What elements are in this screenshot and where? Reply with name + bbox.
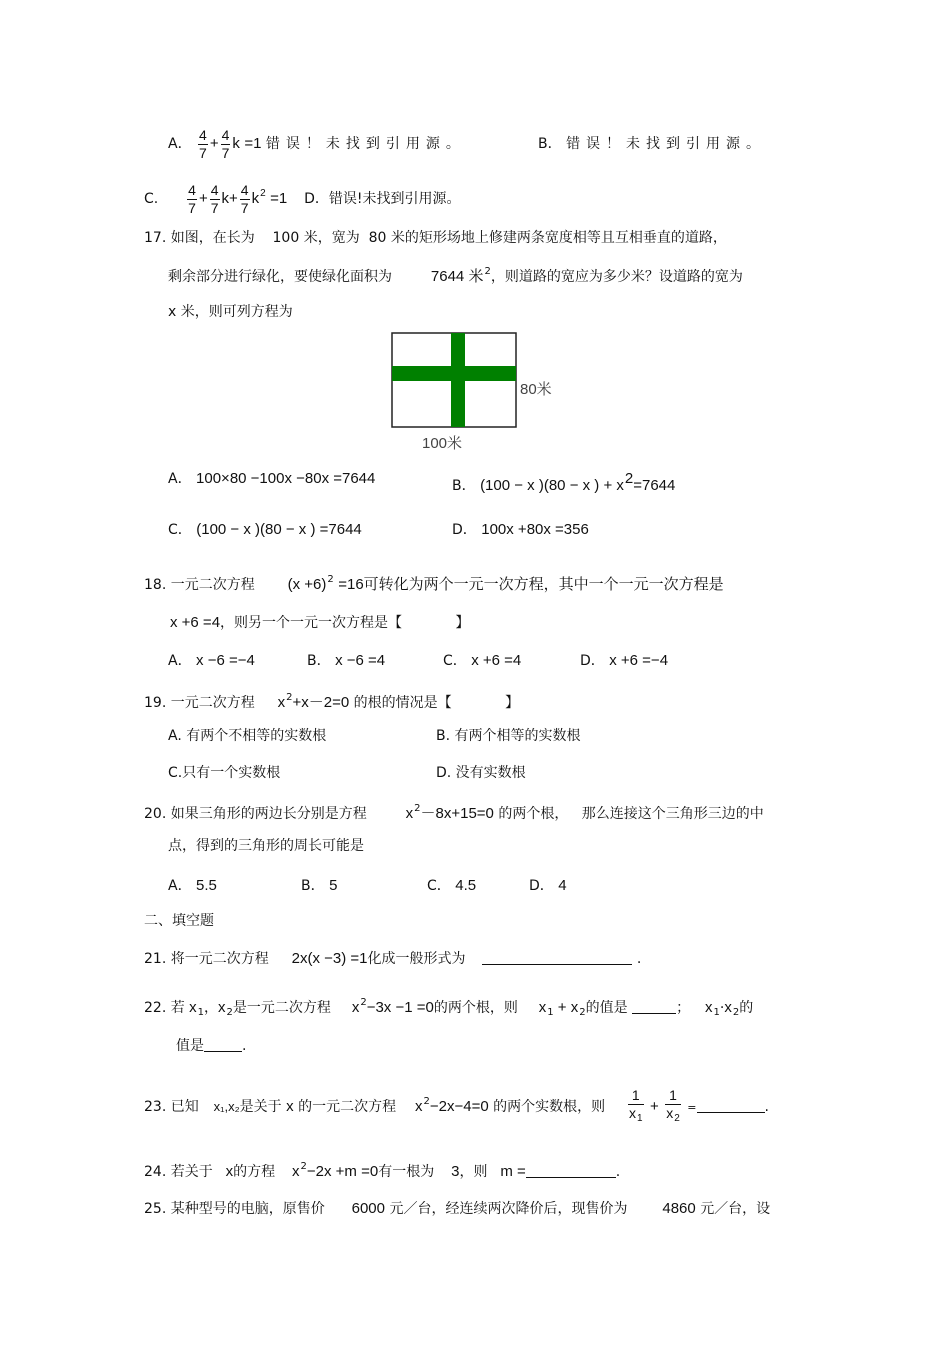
q18-option-b: B． x −6 =4 <box>307 652 386 669</box>
q19-option-d: D. 没有实数根 <box>436 765 526 781</box>
q19-stem: 19. 一元二次方程 $x^2+x-2=0$ 的根的情况是【 】 <box>144 692 520 711</box>
q16-fraction: $\frac{4}{7}$ <box>199 126 207 161</box>
section-heading: 二、填空题 <box>144 913 214 929</box>
q24-answer-blank[interactable] <box>526 1163 616 1178</box>
q18-line2: x +6 =4，则另一个一元一次方程是【 】 <box>170 614 470 631</box>
q19-option-c: C.只有一个实数根 <box>168 765 281 781</box>
q21-answer-blank[interactable] <box>482 950 632 965</box>
q19-option-b: B. 有两个相等的实数根 <box>436 728 581 744</box>
q18-option-c: C． x +6 =4 <box>443 652 522 669</box>
q16-d-error: 错误!未找到引用源。 <box>328 191 461 207</box>
q16-option-c: C. $\frac{4}{7}$ + $\frac{4}{7}$ k+ $\frac{4}{7}$ $k^2 =1$ D．错误!未找到引用源。 <box>144 181 461 216</box>
q18-option-a: A． x −6 =−4 <box>168 652 255 669</box>
q22-sum-blank[interactable] <box>632 999 676 1014</box>
length-label: 100米 <box>422 435 463 452</box>
q17-line1: 17. 如图，在长为 100 米，宽为 80 米的矩形场地上修建两条宽度相等且互相垂直的道路， <box>144 230 727 246</box>
question-number: 24. <box>144 1164 167 1180</box>
q22-line1: 22. 若 $x_1$，$x_2$是一元二次方程 $x^2-3x -1 =0$的两个根，则 $x_1 + x_2$的值是 ； $x_1\cdot x_2$的 <box>144 997 754 1018</box>
q24: 24. 若关于 x的方程 $x^2-2x +m =0$有一根为 3，则 m = . <box>144 1161 621 1180</box>
q16-a-label: A． <box>168 136 192 152</box>
question-number: 23. <box>144 1099 167 1115</box>
q25: 25. 某种型号的电脑，原售价 6000 元／台，经连续两次降价后，现售价为 4860 元／台，设 <box>144 1200 771 1217</box>
q20-option-d: D． 4 <box>529 877 567 894</box>
q16-c-label: C. <box>144 191 159 207</box>
q16-b-error: 错误！未找到引用源。 <box>566 136 767 152</box>
q17-option-c: C． (100 − x )(80 − x ) =7644 <box>168 521 362 538</box>
q19-option-a: A. 有两个不相等的实数根 <box>168 728 327 744</box>
q16-option-b <box>538 122 766 166</box>
q23-answer-blank[interactable] <box>697 1098 765 1113</box>
q16-d-label: D． <box>304 191 329 207</box>
q16-a-error: 错误！未找到引用源。 <box>265 136 466 152</box>
q17-option-b: B． (100 − x )(80 − x ) + $x^2=7644$ <box>452 470 676 494</box>
q16-b-label: B． <box>538 136 562 152</box>
q20-option-b: B． 5 <box>301 877 338 894</box>
q17-line3: x 米，则可列方程为 <box>168 304 293 320</box>
q22-line2: 值是 . <box>176 1038 247 1054</box>
width-label: 80米 <box>520 381 552 398</box>
q17-field-figure <box>385 328 565 456</box>
q20-option-a: A． 5.5 <box>168 877 217 894</box>
q17-option-a: A． 100×80 −100x −80x =7644 <box>168 470 376 487</box>
question-number: 17. <box>144 230 167 246</box>
q18-stem: 18. 一元二次方程 $(x +6)^2 =16$可转化为两个一元一次方程，其中一个一元一次方程是 <box>144 574 724 593</box>
question-number: 19. <box>144 695 167 711</box>
q20-line2: 点，得到的三角形的周长可能是 <box>168 838 364 854</box>
q16-fraction: $\frac{4}{7}$ <box>221 126 230 161</box>
question-number: 22. <box>144 1000 167 1016</box>
q16-option-a: A． $\frac{4}{7}$ + $\frac{4}{7}$ k =1 错误！未找到引用源。 <box>168 126 466 161</box>
q23-fraction-1: $\frac{1}{x_1}$ <box>629 1087 643 1124</box>
q23-fraction-2: $\frac{1}{x_2}$ <box>666 1087 680 1124</box>
question-number: 20. <box>144 806 167 822</box>
q18-option-d: D． x +6 =−4 <box>580 652 669 669</box>
question-number: 21. <box>144 951 167 967</box>
q23: 23. 已知 x₁,x₂是关于 x 的一元二次方程 $x^2-2x-4=0$ 的两个实数根，则 $\frac{1}{x_1}$ + $\frac{1}{x_2}$ = . <box>144 1078 769 1126</box>
vertical-road <box>451 333 465 427</box>
q20-option-c: C． 4.5 <box>427 877 477 894</box>
q22-product-blank[interactable] <box>204 1037 242 1052</box>
q20-stem: 20. 如果三角形的两边长分别是方程 $x^2-8x+15=0$ 的两个根， 那么连接这个三角形三边的中 <box>144 803 764 822</box>
q21: 21. 将一元二次方程 2x(x −3) =1化成一般形式为 . <box>144 950 642 967</box>
question-number: 25. <box>144 1201 167 1217</box>
q17-option-d: D． 100x +80x =356 <box>452 521 589 538</box>
question-number: 18. <box>144 577 167 593</box>
q17-line2: 剩余部分进行绿化，要使绿化面积为 7644 米$^2$，则道路的宽应为多少米？设道路的宽为 <box>168 266 743 285</box>
